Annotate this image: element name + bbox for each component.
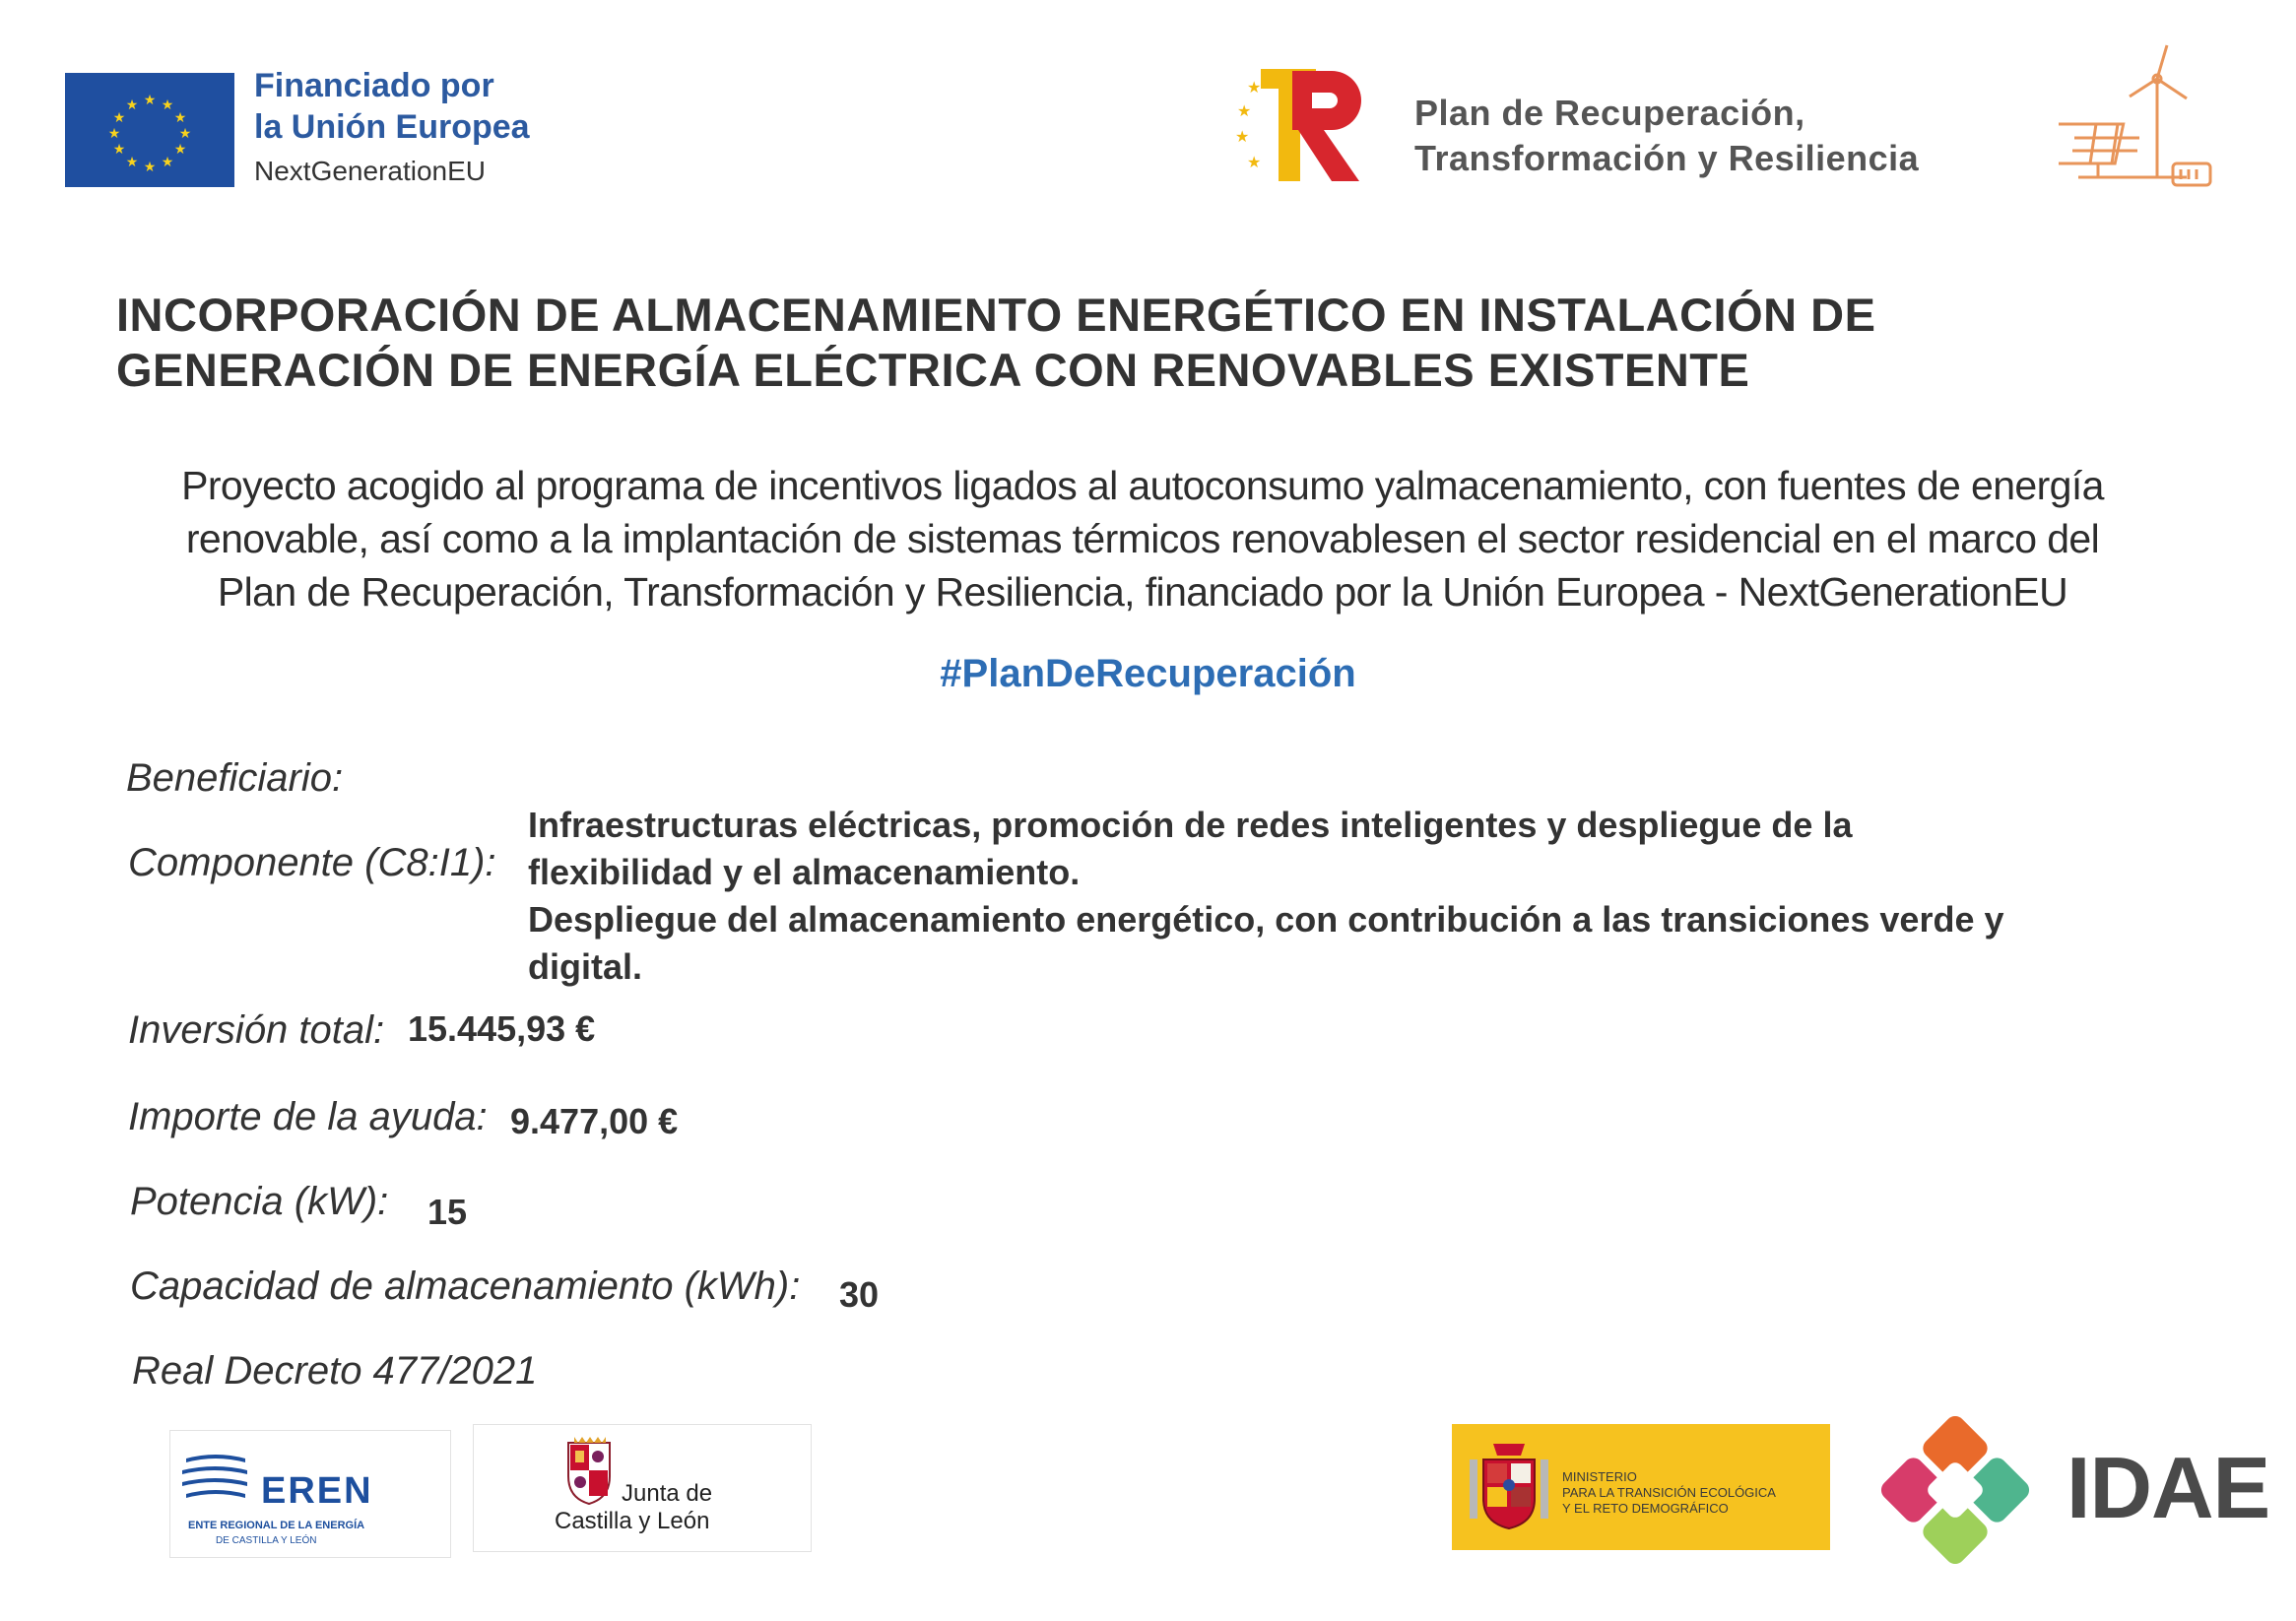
componente-line-4: digital. <box>528 946 642 987</box>
componente-line-1: Infraestructuras eléctricas, promoción de redes inteligentes y despliegue de la <box>528 805 1853 845</box>
svg-text:★: ★ <box>112 141 126 157</box>
eren-waves-icon <box>176 1449 255 1518</box>
inversion-label: Inversión total: <box>128 1008 385 1052</box>
prtr-line-1: Plan de Recuperación, <box>1414 93 1805 133</box>
project-description <box>79 459 2206 618</box>
prtr-title <box>1414 91 1919 181</box>
eren-logo <box>169 1430 451 1558</box>
hashtag: #PlanDeRecuperación <box>940 652 1356 695</box>
svg-text:★: ★ <box>173 141 187 157</box>
eu-line-financiado: Financiado por <box>254 67 494 104</box>
svg-text:★: ★ <box>173 109 187 125</box>
svg-text:★: ★ <box>125 97 139 112</box>
svg-text:★: ★ <box>112 109 126 125</box>
idae-wordmark: IDAE <box>2066 1439 2270 1536</box>
eu-line-nextgen: NextGenerationEU <box>254 156 487 186</box>
svg-text:★: ★ <box>143 159 157 174</box>
ministerio-text <box>1562 1469 1776 1517</box>
description-line-2: renovable, así como a la implantación de sistemas térmicos renovablesen el sector residencial en el marco del <box>185 516 2100 561</box>
capacidad-value: 30 <box>839 1274 880 1315</box>
junta-line-1: Junta de <box>622 1480 713 1507</box>
eren-subtitle-2: DE CASTILLA Y LEÓN <box>216 1535 317 1546</box>
componente-line-3: Despliegue del almacenamiento energético, con contribución a las transiciones verde y <box>528 899 2004 940</box>
idae-symbol-icon <box>1862 1416 2049 1564</box>
svg-text:★: ★ <box>178 125 192 141</box>
svg-text:★: ★ <box>125 154 139 169</box>
junta-line-2: Castilla y León <box>555 1508 710 1534</box>
junta-logo <box>473 1424 812 1552</box>
componente-value <box>528 802 2003 991</box>
componente-label: Componente (C8:I1): <box>128 841 496 884</box>
description-line-3: Plan de Recuperación, Transformación y Resiliencia, financiado por la Unión Europea - NextGenerationEU <box>217 569 2068 615</box>
eu-funding-text <box>254 65 530 191</box>
svg-text:★: ★ <box>161 97 174 112</box>
svg-text:★: ★ <box>1247 155 1262 171</box>
potencia-value: 15 <box>427 1192 468 1232</box>
importe-label: Importe de la ayuda: <box>128 1095 488 1138</box>
capacidad-label: Capacidad de almacenamiento (kWh): <box>130 1264 801 1308</box>
eu-flag-logo <box>65 73 234 187</box>
spain-coat-of-arms-icon <box>1466 1440 1552 1534</box>
prtr-line-2: Transformación y Resiliencia <box>1414 138 1920 178</box>
ministerio-line-2: PARA LA TRANSICIÓN ECOLÓGICA <box>1562 1485 1776 1500</box>
svg-text:★: ★ <box>1235 129 1250 146</box>
eren-subtitle-1: ENTE REGIONAL DE LA ENERGÍA <box>188 1520 365 1531</box>
svg-text:★: ★ <box>1237 103 1252 120</box>
eren-wordmark: EREN <box>261 1470 373 1512</box>
svg-text:★: ★ <box>1247 80 1262 97</box>
description-line-1: Proyecto acogido al programa de incentivos ligados al autoconsumo yalmacenamiento, con fuentes de energía <box>181 463 2104 508</box>
windmill-solar-icon <box>2059 39 2226 197</box>
eu-line-union: la Unión Europea <box>254 108 530 146</box>
prtr-logo <box>1233 59 1381 187</box>
eu-stars-icon <box>65 73 234 187</box>
decreto-label: Real Decreto 477/2021 <box>132 1349 538 1393</box>
ministerio-line-3: Y EL RETO DEMOGRÁFICO <box>1562 1501 1729 1516</box>
svg-text:★: ★ <box>143 92 157 107</box>
importe-value: 9.477,00 € <box>510 1101 679 1141</box>
prtr-tr-icon <box>1233 59 1381 187</box>
ministerio-logo <box>1452 1424 1830 1550</box>
inversion-value: 15.445,93 € <box>408 1008 596 1049</box>
title-line-1: INCORPORACIÓN DE ALMACENAMIENTO ENERGÉTICO EN INSTALACIÓN DE <box>116 289 1876 341</box>
ministerio-line-1: MINISTERIO <box>1562 1469 1637 1484</box>
svg-text:★: ★ <box>107 125 121 141</box>
beneficiario-label: Beneficiario: <box>126 756 344 800</box>
title-line-2: GENERACIÓN DE ENERGÍA ELÉCTRICA CON RENOVABLES EXISTENTE <box>116 344 1750 396</box>
svg-text:★: ★ <box>161 154 174 169</box>
componente-line-2: flexibilidad y el almacenamiento. <box>528 852 1081 892</box>
potencia-label: Potencia (kW): <box>130 1180 389 1223</box>
castilla-leon-shield-icon <box>564 1435 614 1506</box>
document-title <box>116 288 2185 398</box>
